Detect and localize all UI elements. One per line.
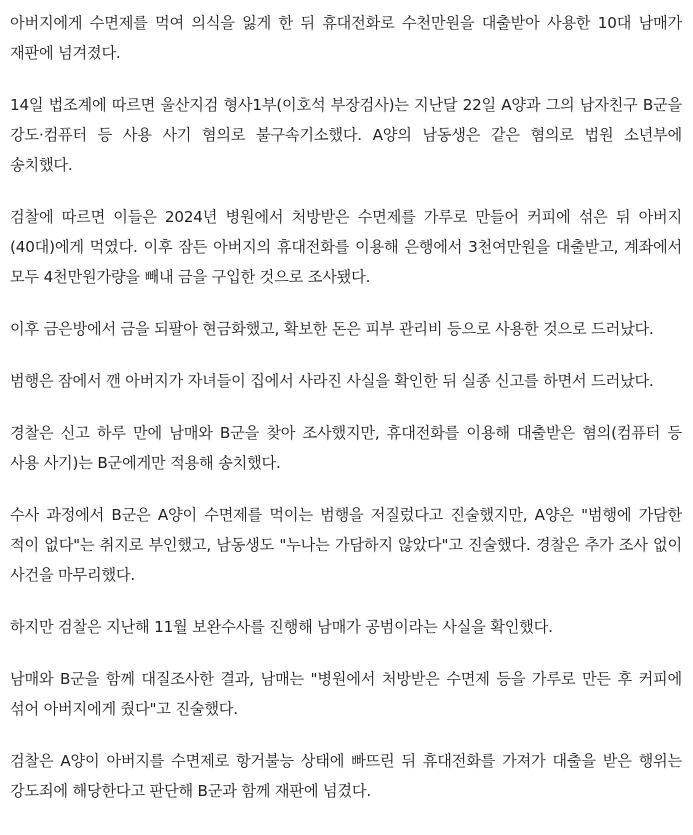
article-paragraph: 경찰은 신고 하루 만에 남매와 B군을 찾아 조사했지만, 휴대전화를 이용해 대출받은 혐의(컴퓨터 등 사용 사기)는 B군에게만 적용해 송치했다. (10, 424, 682, 472)
article-paragraph: 아버지에게 수면제를 먹여 의식을 잃게 한 뒤 휴대전화로 수천만원을 대출받아 사용한 10대 남매가 재판에 넘겨졌다. (10, 14, 682, 62)
article-paragraph: 검찰에 따르면 이들은 2024년 병원에서 처방받은 수면제를 가루로 만들어 커피에 섞은 뒤 아버지(40대)에게 먹였다. 이후 잠든 아버지의 휴대전화를 이용해 은행에서 3천여만원을 대출받고, 계좌에서 모두 4천만원가량을 빼내 금을 구입한 것으로 조사됐다. (10, 208, 682, 286)
article-paragraph: 이후 금은방에서 금을 되팔아 현금화했고, 확보한 돈은 피부 관리비 등으로 사용한 것으로 드러났다. (10, 320, 654, 338)
article-paragraph: 남매와 B군을 함께 대질조사한 결과, 남매는 "병원에서 처방받은 수면제 등을 가루로 만든 후 커피에 섞어 아버지에게 줬다"고 진술했다. (10, 670, 682, 718)
article-paragraph: 범행은 잠에서 깬 아버지가 자녀들이 집에서 사라진 사실을 확인한 뒤 실종 신고를 하면서 드러났다. (10, 372, 654, 390)
article-paragraph: 14일 법조계에 따르면 울산지검 형사1부(이호석 부장검사)는 지난달 22일 A양과 그의 남자친구 B군을 강도·컴퓨터 등 사용 사기 혐의로 불구속기소했다. A양의 남동생은 같은 혐의로 법원 소년부에 송치했다. (10, 96, 682, 174)
article-paragraph: 검찰은 A양이 아버지를 수면제로 항거불능 상태에 빠뜨린 뒤 휴대전화를 가져가 대출을 받은 행위는 강도죄에 해당한다고 판단해 B군과 함께 재판에 넘겼다. (10, 752, 682, 800)
article-paragraph: 하지만 검찰은 지난해 11월 보완수사를 진행해 남매가 공범이라는 사실을 확인했다. (10, 618, 553, 636)
article-paragraph: 수사 과정에서 B군은 A양이 수면제를 먹이는 범행을 저질렀다고 진술했지만, A양은 "범행에 가담한 적이 없다"는 취지로 부인했고, 남동생도 "누나는 가담하지 않았다"고 진술했다. 경찰은 추가 조사 없이 사건을 마무리했다. (10, 506, 682, 584)
article-body (10, 8, 682, 806)
